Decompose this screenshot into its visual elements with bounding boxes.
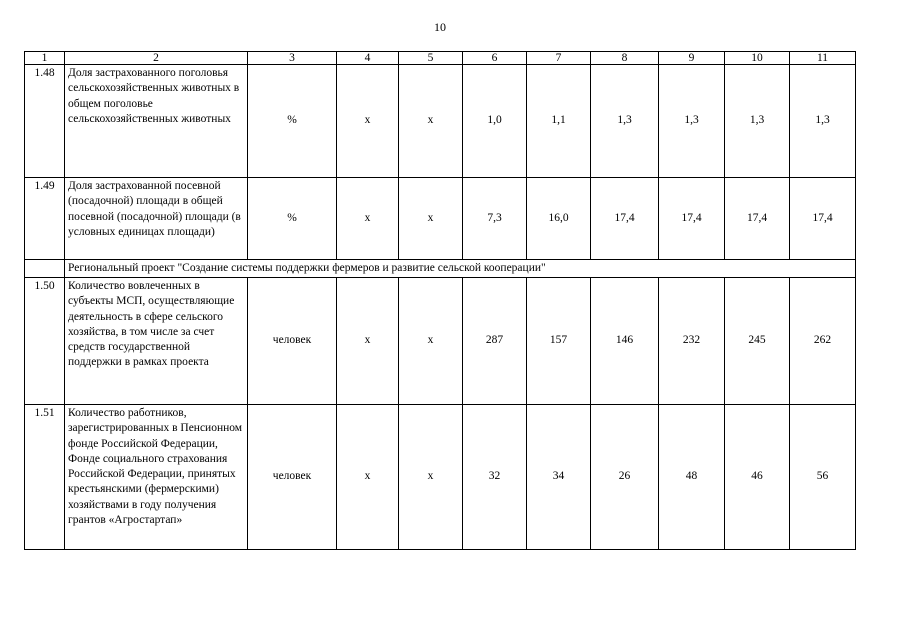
header-cell: 8 <box>591 52 659 65</box>
header-cell: 10 <box>725 52 790 65</box>
value-cell: 34 <box>527 405 591 550</box>
table-row <box>25 178 856 260</box>
value-cell: х <box>337 65 399 178</box>
table-row <box>25 65 856 178</box>
header-cell: 2 <box>65 52 248 65</box>
value-cell: 157 <box>527 278 591 405</box>
value-cell: 1,3 <box>591 65 659 178</box>
value-cell: 16,0 <box>527 178 591 260</box>
section-number-cell <box>25 260 65 278</box>
header-cell: 1 <box>25 52 65 65</box>
row-number: 1.50 <box>25 278 65 405</box>
value-cell: 17,4 <box>790 178 856 260</box>
value-cell: 17,4 <box>591 178 659 260</box>
value-cell: 17,4 <box>659 178 725 260</box>
value-cell: х <box>337 178 399 260</box>
value-cell: 262 <box>790 278 856 405</box>
value-cell: 17,4 <box>725 178 790 260</box>
value-cell: 32 <box>463 405 527 550</box>
unit-cell: % <box>248 65 337 178</box>
header-cell: 9 <box>659 52 725 65</box>
table-row <box>25 278 856 405</box>
row-number: 1.51 <box>25 405 65 550</box>
row-number: 1.49 <box>25 178 65 260</box>
value-cell: 146 <box>591 278 659 405</box>
unit-cell: % <box>248 178 337 260</box>
table-row <box>25 405 856 550</box>
value-cell: х <box>399 405 463 550</box>
value-cell: 232 <box>659 278 725 405</box>
value-cell: 26 <box>591 405 659 550</box>
value-cell: х <box>399 278 463 405</box>
value-cell: 46 <box>725 405 790 550</box>
value-cell: х <box>399 65 463 178</box>
value-cell: 287 <box>463 278 527 405</box>
header-cell: 11 <box>790 52 856 65</box>
value-cell: 1,1 <box>527 65 591 178</box>
value-cell: 1,0 <box>463 65 527 178</box>
row-number: 1.48 <box>25 65 65 178</box>
value-cell: 48 <box>659 405 725 550</box>
unit-cell: человек <box>248 405 337 550</box>
table-header-row <box>25 52 856 65</box>
value-cell: 1,3 <box>725 65 790 178</box>
header-cell: 6 <box>463 52 527 65</box>
value-cell: 56 <box>790 405 856 550</box>
section-row <box>25 260 856 278</box>
value-cell: 1,3 <box>659 65 725 178</box>
page-number: 10 <box>434 20 446 34</box>
indicators-table <box>24 51 856 550</box>
value-cell: х <box>399 178 463 260</box>
indicator-name: Доля застрахованного поголовья сельскохозяйственных животных в общем поголовье сельскохозяйственных животных <box>65 65 248 178</box>
header-cell: 3 <box>248 52 337 65</box>
unit-cell: человек <box>248 278 337 405</box>
value-cell: 1,3 <box>790 65 856 178</box>
header-cell: 4 <box>337 52 399 65</box>
header-cell: 5 <box>399 52 463 65</box>
section-title: Региональный проект "Создание системы поддержки фермеров и развитие сельской кооперации" <box>65 260 856 278</box>
value-cell: 7,3 <box>463 178 527 260</box>
indicator-name: Доля застрахованной посевной (посадочной) площади в общей посевной (посадочной) площади (в условных единицах площади) <box>65 178 248 260</box>
indicator-name: Количество работников, зарегистрированных в Пенсионном фонде Российской Федерации, Фонде социального страхования Российской Федерации, принятых крестьянскими (фермерскими) хозяйствами в году получения грантов «Агростартап» <box>65 405 248 550</box>
indicator-name: Количество вовлеченных в субъекты МСП, осуществляющие деятельность в сфере сельского хозяйства, в том числе за счет средств государственной поддержки в рамках проекта <box>65 278 248 405</box>
header-cell: 7 <box>527 52 591 65</box>
value-cell: х <box>337 278 399 405</box>
value-cell: 245 <box>725 278 790 405</box>
value-cell: х <box>337 405 399 550</box>
